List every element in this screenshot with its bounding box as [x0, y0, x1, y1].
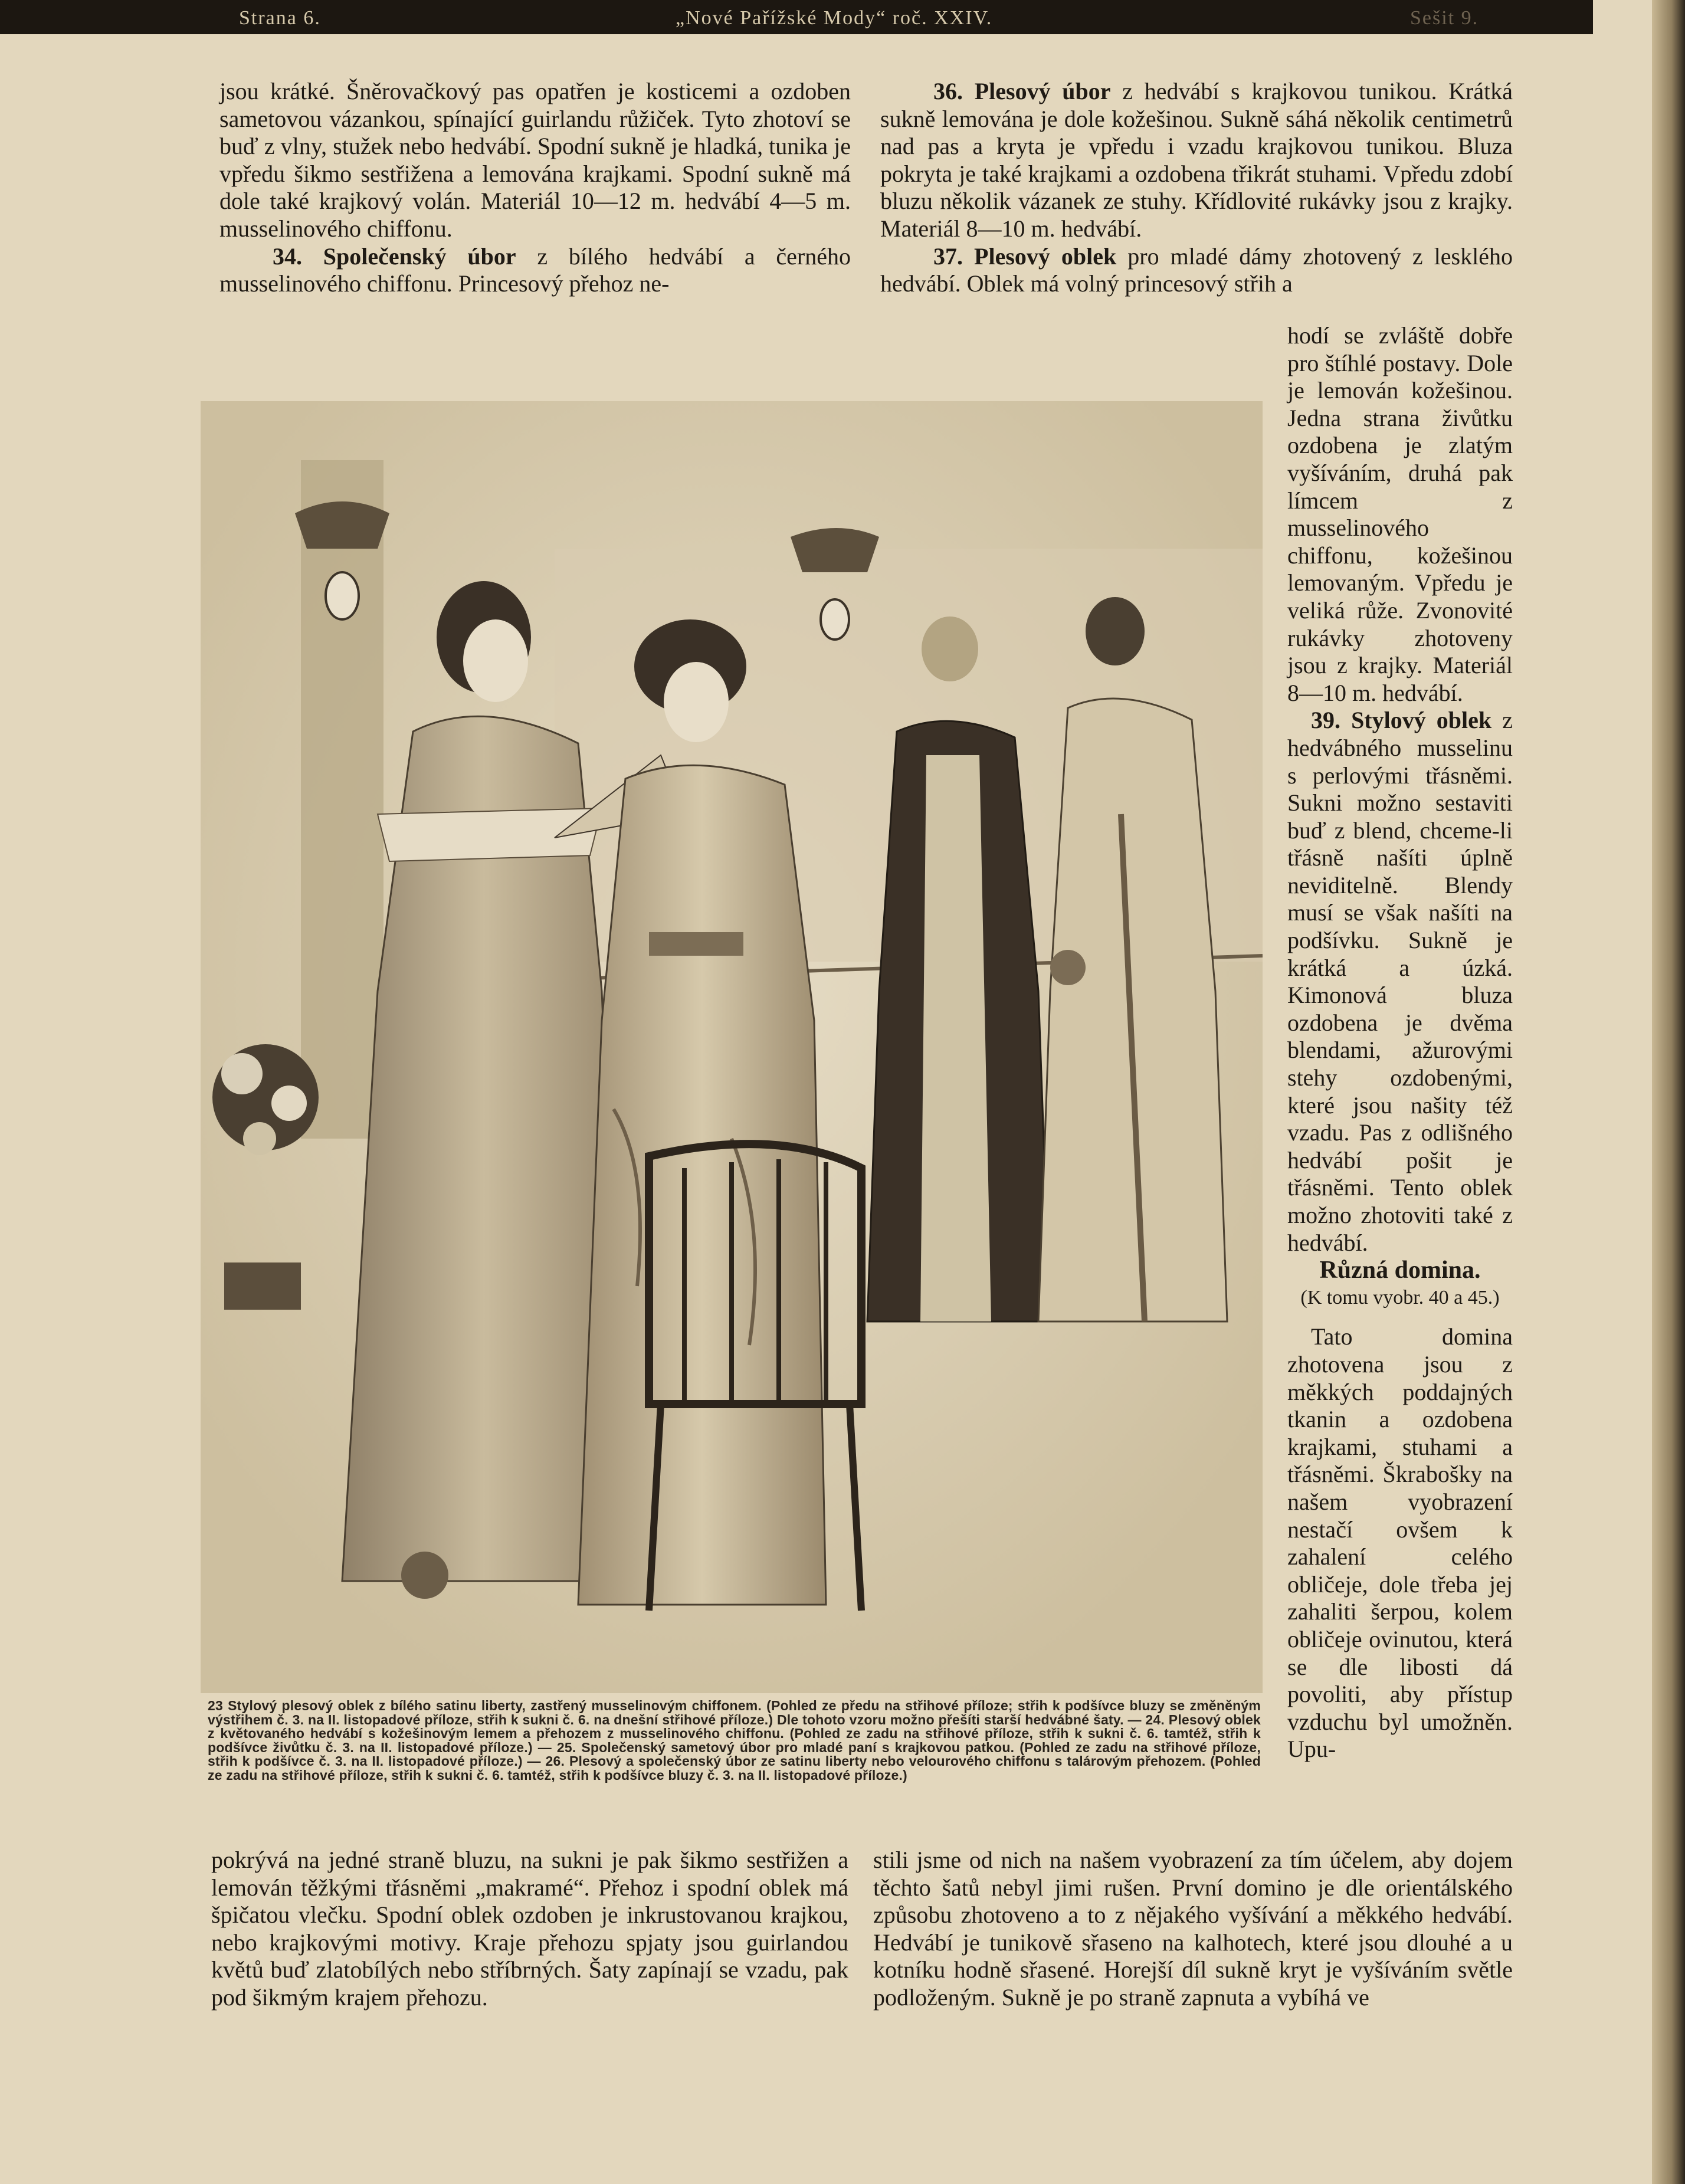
narrow-column: [1287, 322, 1513, 1763]
item-39-title: 39. Stylový oblek: [1311, 707, 1492, 734]
page-header: [0, 0, 1593, 34]
bottom-left-paragraph: pokrývá na jedné straně bluzu, na sukni je pak šikmo sestřižen a lemován těžkými třásněmi „makramé“. Přehoz i spodní oblek má špičatou vlečku. Spodní oblek ozdoben je inkrustovanou krajkou, nebo krajkovými motivy. Kraje přehozu spjaty jsou guirlandou květů buď zlatobílých nebo stříbrných. Šaty zapínají se vzadu, pak pod šikmým krajem přehozu.: [211, 1847, 848, 2011]
bottom-right-column: [873, 1847, 1513, 2012]
right-column-top: [880, 78, 1513, 298]
section-heading: Různá domina.: [1319, 1257, 1481, 1284]
item-37: [880, 243, 1513, 298]
magazine-title: „Nové Pařížské Mody“ roč. XXIV.: [676, 7, 993, 29]
fashion-illustration: [201, 401, 1263, 1693]
item-36-title: 36. Plesový úbor: [933, 78, 1111, 104]
item-34-title: 34. Společenský úbor: [273, 242, 516, 270]
left-column-top: [219, 78, 851, 298]
item-34: [219, 243, 851, 298]
item-39: [1287, 707, 1513, 1257]
item-34-text: z bílého hedvábí a černého musselinového chiffonu. Princesový přehoz ne-: [219, 242, 851, 297]
page-binding-edge: [1652, 0, 1685, 2184]
page-number: Strana 6.: [239, 7, 321, 29]
item-36-text: z hedvábí s krajkovou tunikou. Krátká sukně lemována je dole kožešinou. Sukně sáhá několik centimetrů nad pas a kryta je vpředu i vzadu krajkovou tunikou. Bluza pokryta je také krajkami a ozdobena třikrát stuhami. Vpředu zdobí bluzu několik vázanek ze stuhy. Křídlovité rukávky jsou z krajky. Materiál 8—10 m. hedvábí.: [880, 78, 1513, 242]
paragraph-continued: jsou krátké. Šněrovačkový pas opatřen je kosticemi a ozdoben sametovou vázankou, spínající guirlandu růžiček. Tyto zhotoví se buď z vlny, stužek nebo hedvábí. Spodní sukně je hladká, tunika je vpředu šikmo sestřižena a lemována krajkami. Spodní sukně má dole také krajkový volán. Materiál 10—12 m. hedvábí 4—5 m. musselinového chiffonu.: [219, 78, 851, 242]
domina-paragraph: Tato domina zhotovena jsou z měkkých poddajných tkanin a ozdobena krajkami, stuhami a třásněmi. Škrabošky na našem vyobrazení nestačí ovšem k zahalení celého obličeje, dole třeba jej zahaliti šerpou, kolem obličeje ovinutou, která se dle libosti dá povoliti, aby přístup vzduchu byl umožněn. Upu-: [1287, 1323, 1513, 1763]
section-subheading: (K tomu vyobr. 40 a 45.): [1300, 1286, 1500, 1309]
item-36: [880, 78, 1513, 243]
item-37-continued: hodí se zvláště dobře pro štíhlé postavy. Dole je lemován kožešinou. Jedna strana živůtku ozdobena je zlatým vyšíváním, druhá pak límcem z musselinového chiffonu, kožešinou lemovaným. Vpředu je veliká růže. Zvonovité rukávky zhotoveny jsou z krajky. Materiál 8—10 m. hedvábí.: [1287, 322, 1513, 706]
item-39-text: z hedvábného musselinu s perlovými třásněmi. Sukni možno sestaviti buď z blend, chceme-li třásně našíti úplně neviditelně. Blendy musí se však našíti na podšívku. Sukně je krátká a úzká. Kimonová bluza ozdobena je dvěma blendami, ažurovými stehy ozdobenými, které jsou našity též vzadu. Pas z odlišného hedvábí pošit je třásněmi. Tento oblek možno zhotoviti také z hedvábí.: [1287, 707, 1513, 1256]
illustration-caption: 23 Stylový plesový oblek z bílého satinu liberty, zastřený musselinovým chiffonem. (Pohled ze předu na střihové příloze; střih k podšívce bluzy se změněným výstřihem č. 3. na II. listopadové příloze, střih k sukni č. 6. na dnešní střihové příloze.) Dle tohoto vzoru možno přešíti starší hedvábné šaty. — 24. Plesový oblek z květovaného hedvábí s kožešinovým lemem a přehozem z musselinového chiffonu. (Pohled ze zadu na střihové příloze, střih k sukni č. 6. tamtéž, střih k podšívce živůtku č. 3. na II. listopadové příloze.) — 25. Společenský sametový úbor pro mladé paní s krajkovou patkou. (Pohled ze zadu na střihové příloze, střih k podšívce č. 3. na II. listopadové příloze.) — 26. Plesový a společenský úbor ze satinu liberty nebo velourového chiffonu s talárovým přehozem. (Pohled ze zadu na střihové příloze, střih k sukni č. 6. tamtéž, střih k podšívce bluzy č. 3. na II. listopadové příloze.): [208, 1698, 1261, 1783]
item-37-title: 37. Plesový oblek: [933, 242, 1117, 270]
bottom-right-paragraph: stili jsme od nich na našem vyobrazení za tím účelem, aby dojem těchto šatů nebyl jimi rušen. První domino je dle orientálského způsobu zhotoveno a to z nějakého vyšívání a měkkého hedvábí. Hedvábí je tunikově sřaseno na kalhotech, které jsou dlouhé a u kotníku hodně sřasené. Horejší díl sukně kryt je vyšíváním světle podloženým. Sukně je po straně zapnuta a vybíhá ve: [873, 1847, 1513, 2011]
bottom-left-column: [211, 1847, 848, 2012]
item-37-text: pro mladé dámy zhotovený z lesklého hedvábí. Oblek má volný princesový střih a: [880, 242, 1513, 297]
issue-number: Sešit 9.: [1410, 7, 1479, 29]
